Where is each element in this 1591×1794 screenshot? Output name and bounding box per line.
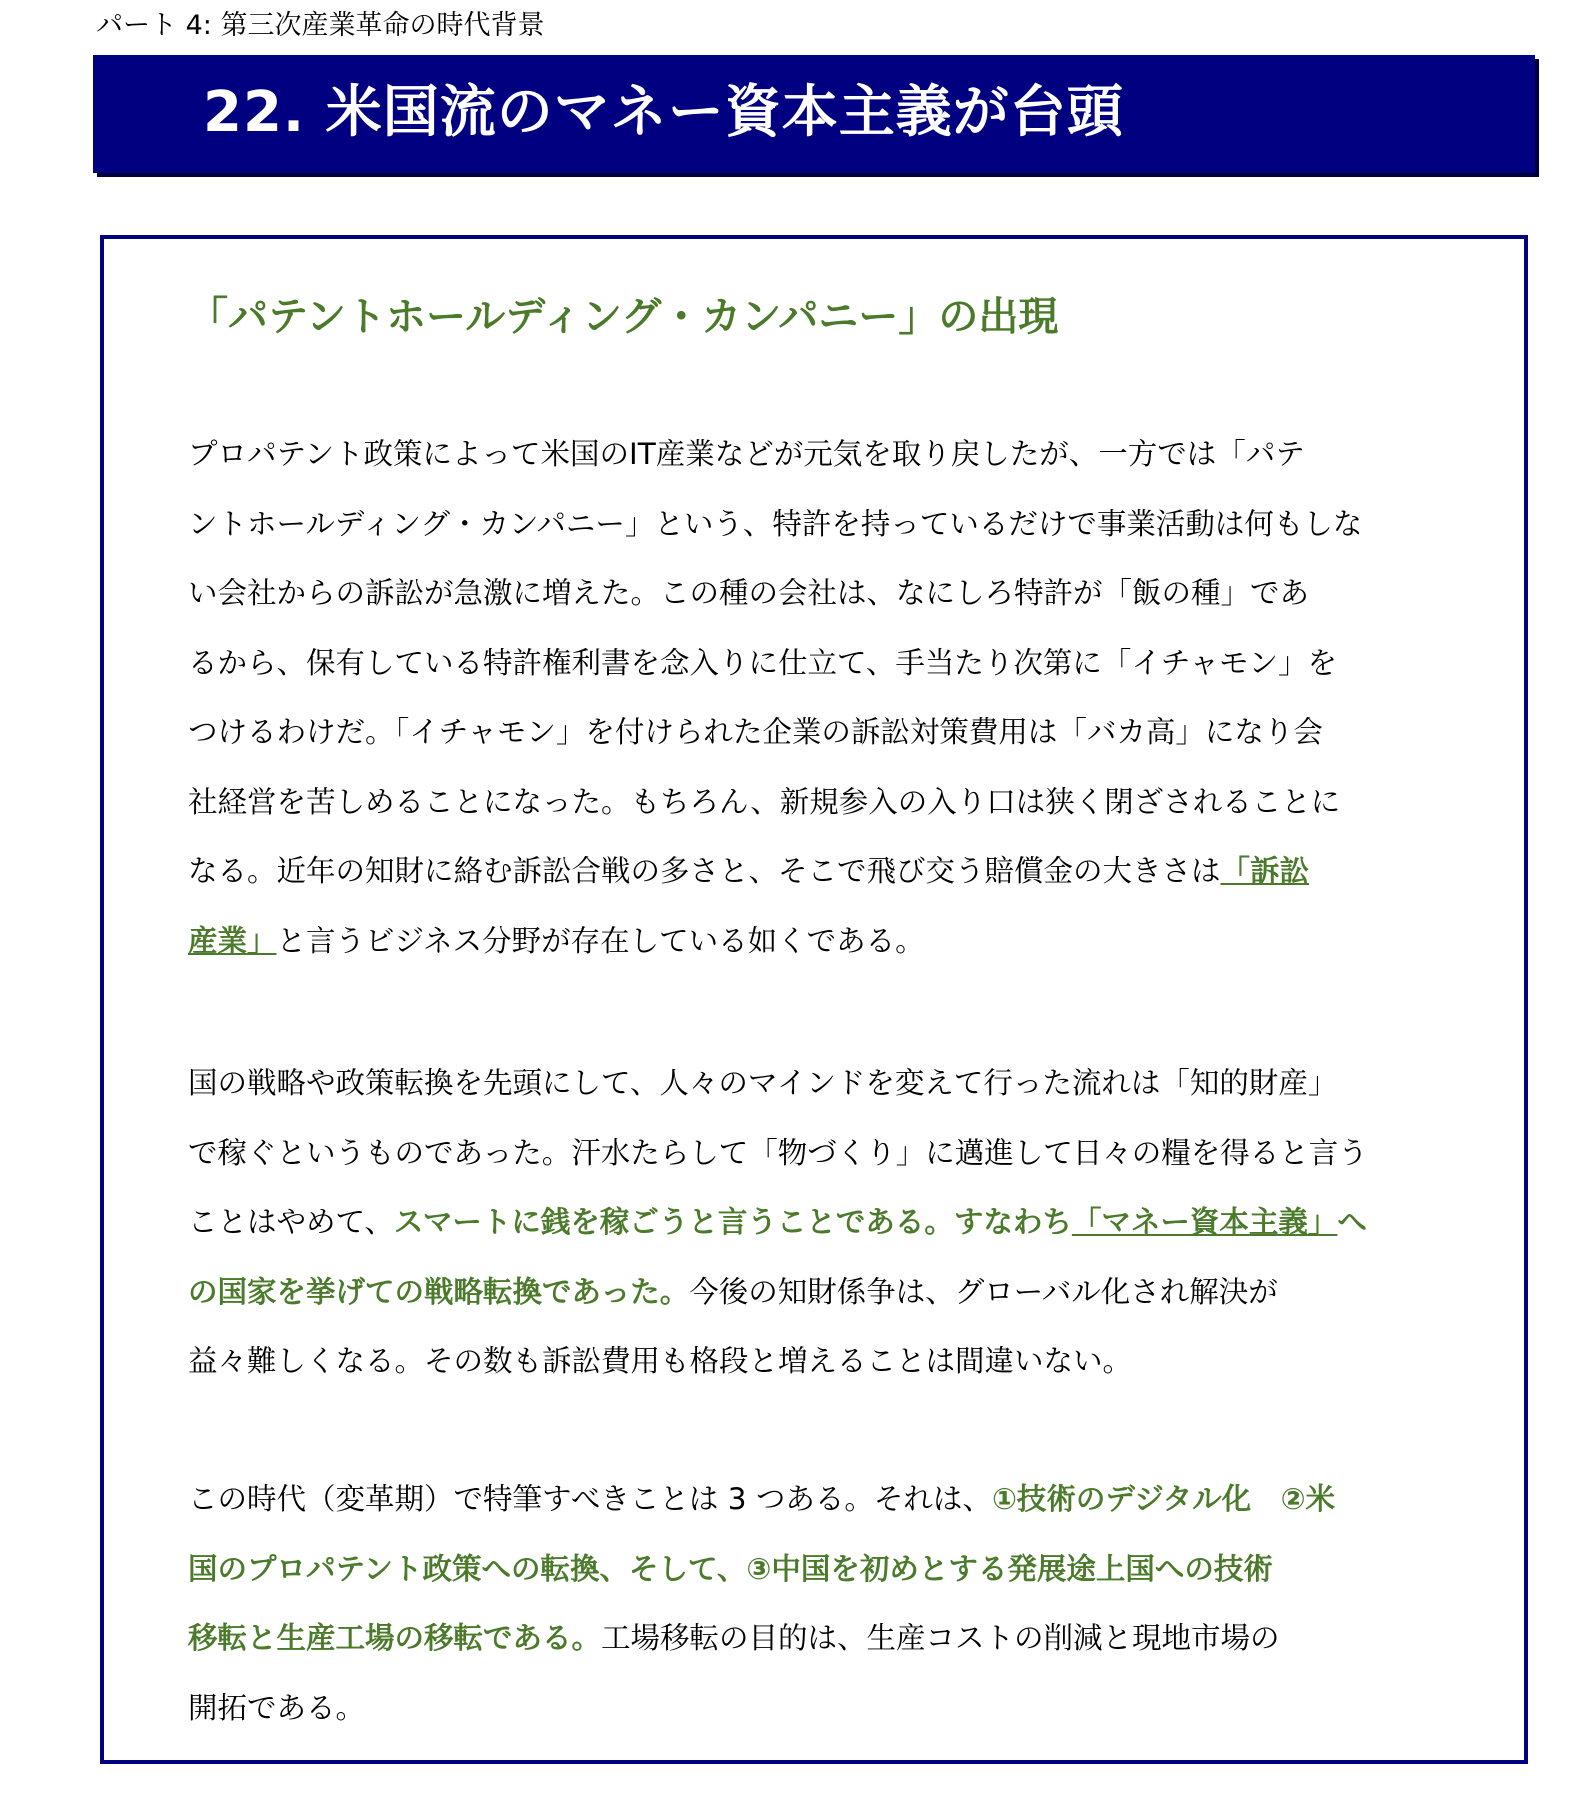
- highlight-factory-transfer: 移転と生産工場の移転である。: [188, 1621, 602, 1655]
- section-heading: 「パテントホールディング・カンパニー」の出現: [188, 294, 1059, 340]
- paragraph-3: [188, 1465, 1488, 1743]
- title-banner: [93, 55, 1535, 173]
- text-line: つけるわけだ。「イチャモン」を付けられた企業の訴訟対策費用は「バカ高」になり会: [188, 715, 1323, 749]
- text-line: [188, 1604, 1488, 1674]
- text-line: プロパテント政策によって米国のIT産業などが元気を取り戻したが、一方では「パテ: [188, 437, 1305, 471]
- highlight-lawsuit-industry: 「訴訟: [1220, 854, 1310, 888]
- page-title: 22. 米国流のマネー資本主義が台頭: [203, 80, 1124, 145]
- highlight-three-points-cont: 国のプロパテント政策への転換、そして、③中国を初めとする発展途上国への技術: [188, 1551, 1273, 1586]
- text-line: 国の戦略や政策転換を先頭にして、人々のマインドを変えて行った流れは「知的財産」: [188, 1066, 1338, 1100]
- text-line: るから、保有している特許権利書を念入りに仕立て、手当たり次第に「イチャモン」を: [188, 645, 1338, 680]
- paragraph-2: [188, 1049, 1488, 1397]
- highlight-money-capitalism: 「マネー資本主義」: [1071, 1205, 1338, 1239]
- text-segment: と言うビジネス分野が存在している如くである。: [276, 923, 925, 958]
- text-line: [188, 837, 1488, 907]
- text-segment: この時代（変革期）で特筆すべきことは 3 つある。それは、: [188, 1482, 992, 1516]
- text-segment: 工場移転の目的は、生産コストの削減と現地市場の: [601, 1621, 1280, 1655]
- text-line: [188, 1465, 1488, 1535]
- text-line: 益々難しくなる。その数も訴訟費用も格段と増えることは間違いない。: [188, 1344, 1133, 1378]
- highlight-three-points: ①技術のデジタル化 ②米: [991, 1482, 1336, 1516]
- highlight-smart-money: スマートに銭を稼ごうと言うことである。すなわち: [393, 1205, 1072, 1239]
- text-line: 社経営を苦しめることになった。もちろん、新規参入の入り口は狭く閉ざされることに: [188, 784, 1341, 819]
- text-line: で稼ぐというものであった。汗水たらして「物づくり」に邁進して日々の糧を得ると言う: [188, 1135, 1368, 1170]
- paragraph-1: [188, 420, 1488, 976]
- text-line: [188, 1188, 1488, 1258]
- text-segment: なる。近年の知財に絡む訴訟合戦の多さと、そこで飛び交う賠償金の大きさは: [188, 854, 1221, 888]
- highlight-strategy-shift: の国家を挙げての戦略転換であった。: [188, 1274, 690, 1309]
- part-label: パート 4: 第三次産業革命の時代背景: [96, 10, 545, 41]
- text-segment: 今後の知財係争は、グローバル化され解決が: [689, 1274, 1278, 1309]
- text-line: [188, 1258, 1488, 1328]
- highlight-segment: へ: [1337, 1205, 1367, 1239]
- text-segment: ことはやめて、: [188, 1205, 394, 1239]
- content-box: [100, 235, 1528, 1764]
- text-line: [188, 907, 1488, 977]
- text-line: い会社からの訴訟が急激に増えた。この種の会社は、なにしろ特許が「飯の種」であ: [188, 576, 1310, 610]
- text-line: ントホールディング・カンパニー」という、特許を持っているだけで事業活動は何もしな: [188, 506, 1363, 541]
- text-line: 開拓である。: [188, 1690, 366, 1725]
- highlight-lawsuit-industry-cont: 産業」: [188, 923, 277, 958]
